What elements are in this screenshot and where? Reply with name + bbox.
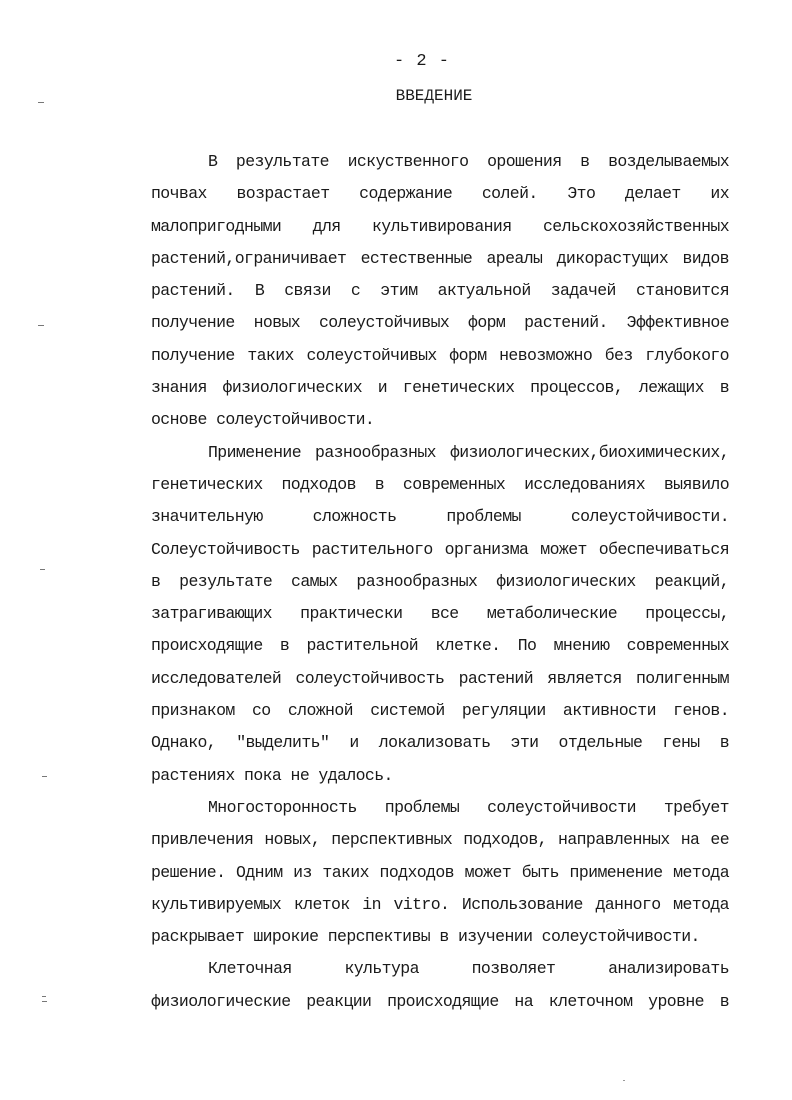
margin-mark — [42, 1001, 47, 1002]
page-number: - 2 - — [393, 52, 450, 71]
text-line: значительную сложность проблемы солеустойчивости. — [151, 507, 729, 527]
section-heading: ВВЕДЕНИЕ — [395, 87, 473, 105]
text-line: признаком со сложной системой регуляции активности генов. — [151, 701, 729, 721]
text-line: растениях пока не удалось. — [151, 765, 393, 785]
text-line: Применение разнообразных физиологических,биохимических, — [208, 442, 729, 462]
text-line: Однако, "выделить" и локализовать эти отдельные гены в — [151, 733, 729, 753]
text-line: генетических подходов в современных исследованиях выявило — [151, 474, 729, 494]
margin-mark — [38, 102, 44, 103]
text-line: получение таких солеустойчивых форм невозможно без глубокого — [151, 345, 729, 365]
text-line: Клеточная культура позволяет анализировать — [208, 959, 729, 979]
text-line: привлечения новых, перспективных подходов, направленных на ее — [151, 830, 729, 850]
text-line: решение. Одним из таких подходов может быть применение метода — [151, 862, 729, 882]
text-line: происходящие в растительной клетке. По мнению современных — [151, 636, 729, 656]
margin-mark — [38, 325, 44, 326]
margin-mark — [40, 569, 45, 570]
text-line: В результате искуственного орошения в возделываемых — [208, 152, 729, 171]
text-line: знания физиологических и генетических процессов, лежащих в — [151, 378, 729, 398]
text-line: Солеустойчивость растительного организма может обеспечиваться — [151, 539, 729, 559]
text-line: малопригодными для культивирования сельскохозяйственных — [151, 216, 729, 236]
text-line: растений. В связи с этим актуальной задачей становится — [151, 281, 729, 301]
text-line: затрагивающих практически все метаболические процессы, — [151, 604, 729, 624]
text-line: основе солеустойчивости. — [151, 410, 375, 430]
text-line: растений,ограничивает естественные ареалы дикорастущих видов — [151, 248, 729, 268]
text-line: культивируемых клеток in vitro. Использование данного метода — [151, 894, 729, 914]
margin-mark — [42, 776, 47, 777]
text-line: исследователей солеустойчивость растений является полигенным — [151, 668, 729, 688]
text-line: в результате самых разнообразных физиологических реакций, — [151, 571, 729, 591]
body-text — [151, 146, 729, 1018]
text-line: раскрывает широкие перспективы в изучении солеустойчивости. — [151, 927, 700, 947]
scan-speck — [623, 1080, 625, 1081]
margin-mark — [42, 996, 46, 997]
text-line: почвах возрастает содержание солей. Это делает их — [151, 184, 729, 204]
text-line: Многосторонность проблемы солеустойчивости требует — [208, 797, 729, 817]
text-line: физиологические реакции происходящие на клеточном уровне в — [151, 991, 729, 1011]
text-line: получение новых солеустойчивых форм растений. Эффективное — [151, 313, 729, 333]
